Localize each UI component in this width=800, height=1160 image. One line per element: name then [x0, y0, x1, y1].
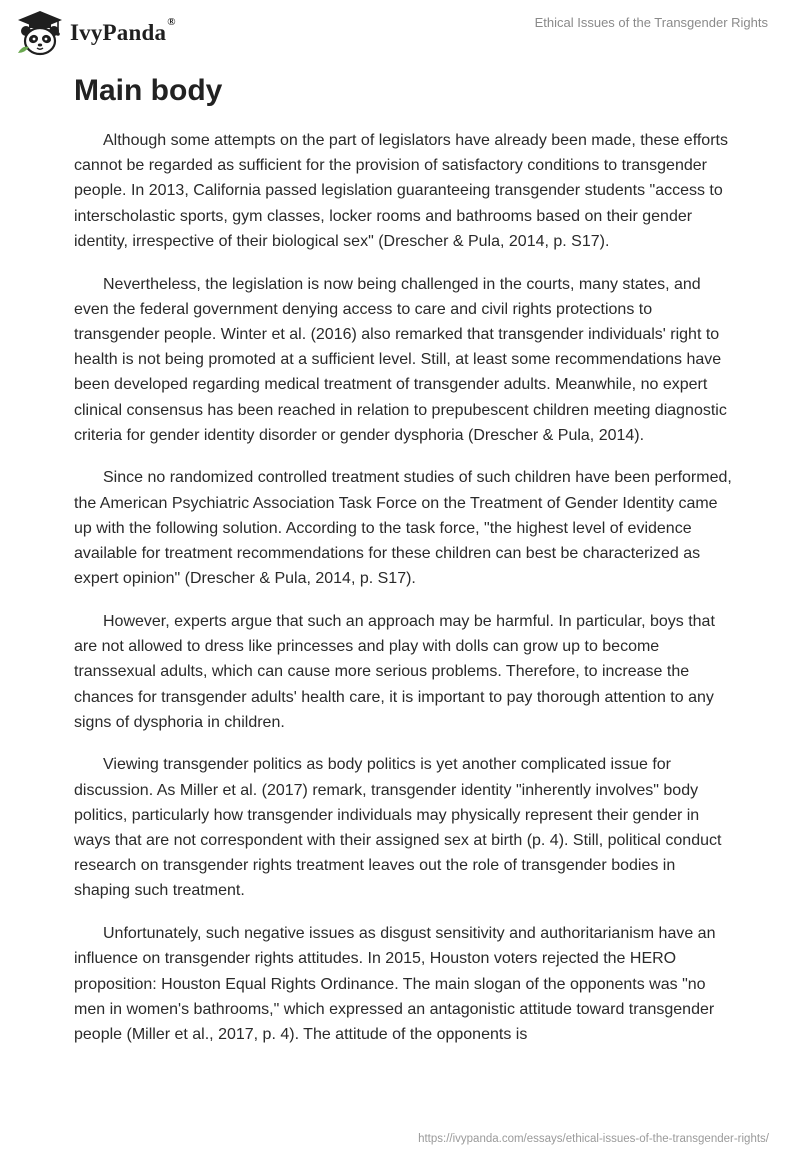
registered-mark: ®: [167, 16, 176, 28]
brand-name: IvyPanda®: [70, 16, 176, 45]
document-title: Ethical Issues of the Transgender Rights: [534, 15, 768, 30]
paragraph: Nevertheless, the legislation is now being challenged in the courts, many states, and even the federal government denying access to care and civil rights protections to transgender people. Winter et al. (2016) also remarked that transgender individuals' right to health is not being promoted at a sufficient level. Still, at least some recommendations have been developed regarding medical treatment of transgender adults. Meanwhile, no expert clinical consensus has been reached in relation to prepubescent children meeting diagnostic criteria for gender identity disorder or gender dysphoria (Drescher & Pula, 2014).: [74, 275, 727, 444]
ivypanda-logo[interactable]: [14, 9, 176, 57]
paragraph: However, experts argue that such an approach may be harmful. In particular, boys that are not allowed to dress like princesses and play with dolls can grow up to become transsexual adults, which can cause more serious problems. Therefore, to increase the chances for transgender adults' health care, it is important to pay thorough attention to any signs of dysphoria in children.: [74, 612, 715, 731]
page-header: [0, 0, 800, 64]
paragraph: Although some attempts on the part of legislators have already been made, these efforts cannot be regarded as sufficient for the provision of satisfactory conditions to transgender people. In 2013, California passed legislation guaranteeing transgender students "access to interscholastic sports, gym classes, locker rooms and bathrooms based on their gender identity, irrespective of their biological sex" (Drescher & Pula, 2014, p. S17).: [74, 132, 728, 250]
section-heading: Main body: [74, 74, 223, 107]
paragraph: Unfortunately, such negative issues as disgust sensitivity and authoritarianism have an influence on transgender rights attitudes. In 2015, Houston voters rejected the HERO proposition: Houston Equal Rights Ordinance. The main slogan of the opponents was "no men in women's bathrooms," which expressed an antagonistic attitude toward transgender people (Miller et al., 2017, p. 4). The attitude of the opponents is: [74, 925, 716, 1043]
paragraph: Viewing transgender politics as body politics is yet another complicated issue for discussion. As Miller et al. (2017) remark, transgender identity "inherently involves" body politics, particularly how transgender individuals may physically represent their gender in ways that are not correspondent with their assigned sex at birth (p. 4). Still, political conduct research on transgender rights treatment leaves out the role of transgender bodies in shaping such treatment.: [74, 756, 722, 900]
essay-body: [74, 72, 734, 1065]
panda-graduate-icon: [14, 9, 66, 57]
paragraph: Since no randomized controlled treatment studies of such children have been performed, the American Psychiatric Association Task Force on the Treatment of Gender Identity came up with the following solution. According to the task force, "the highest level of evidence available for treatment recommendations for these children can best be characterized as expert opinion" (Drescher & Pula, 2014, p. S17).: [74, 469, 732, 588]
source-url[interactable]: https://ivypanda.com/essays/ethical-issues-of-the-transgender-rights/: [418, 1133, 769, 1145]
